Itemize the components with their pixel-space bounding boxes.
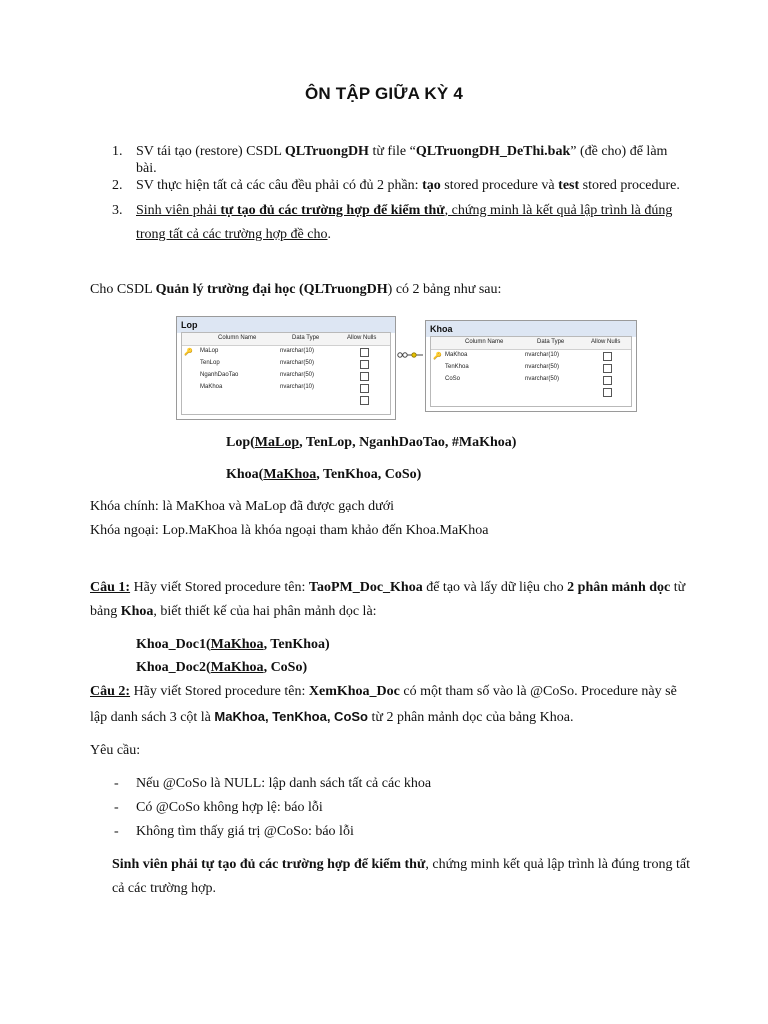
rule-1-line-1: SV tái tạo (restore) CSDL QLTruongDH từ file “QLTruongDH_DeThi.bak” (đề cho) để làm xyxy=(136,144,668,159)
list-bullet: - xyxy=(114,824,119,839)
table-khoa-title: Khoa xyxy=(426,321,636,337)
table-row: MaKhoa nvarchar(10) xyxy=(182,382,390,394)
primary-key-note: Khóa chính: là MaKhoa và MaLop đã được gạch dưới xyxy=(90,499,395,514)
allow-nulls-checkbox[interactable] xyxy=(603,364,612,373)
fragment-1: Khoa_Doc1(MaKhoa, TenKhoa) xyxy=(136,637,330,652)
list-item: Không tìm thấy giá trị @CoSo: báo lỗi xyxy=(136,824,354,839)
relationship-connector xyxy=(395,349,425,361)
rule-2-text: SV thực hiện tất cả các câu đều phải có đủ 2 phần: tạo stored procedure và test stored procedure. xyxy=(136,178,680,193)
table-lop-header-row: Column Name Data Type Allow Nulls xyxy=(182,333,390,346)
question-1-line-2: bảng Khoa, biết thiết kế của hai phân mảnh dọc là: xyxy=(90,604,377,619)
table-lop xyxy=(176,316,396,420)
primary-key-icon: 🔑 xyxy=(433,353,442,360)
rule-1-line-2: bài. xyxy=(136,161,157,176)
allow-nulls-checkbox[interactable] xyxy=(603,388,612,397)
table-lop-title: Lop xyxy=(177,317,395,333)
list-item: Có @CoSo không hợp lệ: báo lỗi xyxy=(136,800,323,815)
list-bullet: - xyxy=(114,800,119,815)
table-row: NganhDaoTao nvarchar(50) xyxy=(182,370,390,382)
rule-3-line-1: Sinh viên phải tự tạo đủ các trường hợp để kiểm thử, chứng minh là kết quả lập trình là đúng xyxy=(136,203,673,218)
list-bullet: - xyxy=(114,776,119,791)
rule-number-1: 1. xyxy=(112,144,123,159)
foreign-key-note: Khóa ngoại: Lop.MaKhoa là khóa ngoại tham khảo đến Khoa.MaKhoa xyxy=(90,523,489,538)
final-note-line-1: Sinh viên phải tự tạo đủ các trường hợp để kiểm thử, chứng minh kết quả lập trình là đúng trong tất xyxy=(112,857,690,872)
intro-text: Cho CSDL Quản lý trường đại học (QLTruongDH) có 2 bảng như sau: xyxy=(90,282,502,297)
allow-nulls-checkbox[interactable] xyxy=(360,372,369,381)
allow-nulls-checkbox[interactable] xyxy=(603,352,612,361)
allow-nulls-checkbox[interactable] xyxy=(360,396,369,405)
rule-number-3: 3. xyxy=(112,203,123,218)
fragment-2: Khoa_Doc2(MaKhoa, CoSo) xyxy=(136,660,308,675)
rule-3-line-2: trong tất cả các trường hợp đề cho. xyxy=(136,227,331,242)
table-row: 🔑 MaKhoa nvarchar(10) xyxy=(431,350,631,362)
table-row: TenLop nvarchar(50) xyxy=(182,358,390,370)
table-khoa-header-row: Column Name Data Type Allow Nulls xyxy=(431,337,631,350)
allow-nulls-checkbox[interactable] xyxy=(603,376,612,385)
allow-nulls-checkbox[interactable] xyxy=(360,384,369,393)
rule-number-2: 2. xyxy=(112,178,123,193)
schema-lop: Lop(MaLop, TenLop, NganhDaoTao, #MaKhoa) xyxy=(226,435,517,450)
allow-nulls-checkbox[interactable] xyxy=(360,348,369,357)
question-2-line-1: Câu 2: Hãy viết Stored procedure tên: XemKhoa_Doc có một tham số vào là @CoSo. Procedure này sẽ xyxy=(90,684,677,699)
allow-nulls-checkbox[interactable] xyxy=(360,360,369,369)
table-row-empty xyxy=(431,386,631,398)
schema-khoa: Khoa(MaKhoa, TenKhoa, CoSo) xyxy=(226,467,422,482)
primary-key-icon: 🔑 xyxy=(184,349,193,356)
table-row: 🔑 MaLop nvarchar(10) xyxy=(182,346,390,358)
question-2-line-2: lập danh sách 3 cột là MaKhoa, TenKhoa, CoSo từ 2 phân mảnh dọc của bảng Khoa. xyxy=(90,709,574,725)
requirements-heading: Yêu cầu: xyxy=(90,743,141,758)
page-title: ÔN TẬP GIỮA KỲ 4 xyxy=(304,84,464,103)
final-note-line-2: cả các trường hợp. xyxy=(112,881,217,896)
table-row: CoSo nvarchar(50) xyxy=(431,374,631,386)
list-item: Nếu @CoSo là NULL: lập danh sách tất cả các khoa xyxy=(136,776,432,791)
table-row-empty xyxy=(182,394,390,406)
question-1-line-1: Câu 1: Hãy viết Stored procedure tên: TaoPM_Doc_Khoa để tạo và lấy dữ liệu cho 2 phân mảnh dọc từ xyxy=(90,580,686,595)
table-khoa xyxy=(425,320,637,412)
table-row: TenKhoa nvarchar(50) xyxy=(431,362,631,374)
